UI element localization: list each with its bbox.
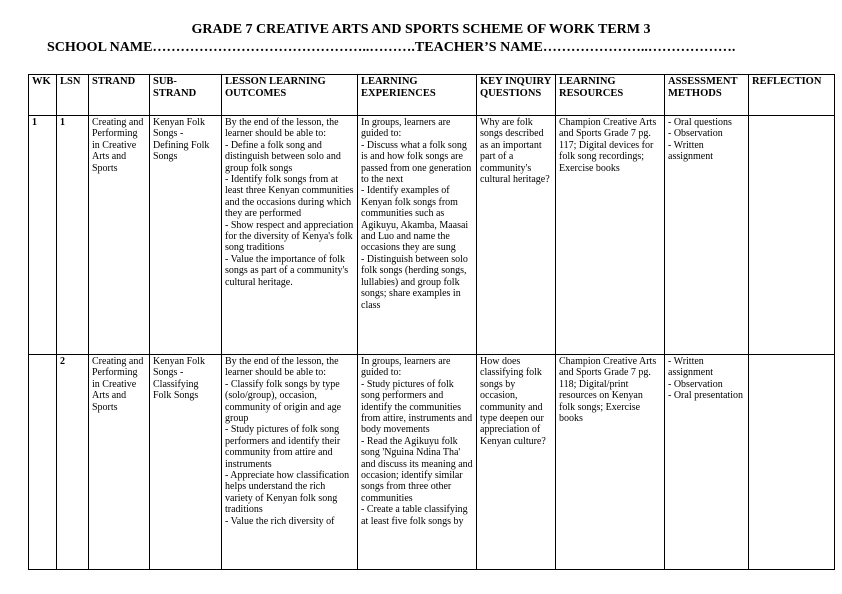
lesson-cell: 1 bbox=[57, 116, 89, 355]
outcomes-text: By the end of the lesson, the learner should be able to: - Classify folk songs by type (solo/group), occasion, community of origin and age group - Study pictures of folk song performers and identify their community from attire and instruments - Appreciate how classification helps understand the rich variety of Kenyan folk song traditions - Value the rich diversity of bbox=[225, 356, 350, 527]
column-header-wk: WK bbox=[29, 75, 57, 116]
sub-strand-cell: Kenyan Folk Songs - Classifying Folk Songs bbox=[150, 355, 222, 570]
experiences-cell bbox=[358, 116, 477, 355]
scheme-of-work-table bbox=[28, 74, 835, 570]
table-header-row bbox=[29, 75, 835, 116]
outcomes-cell bbox=[222, 355, 358, 570]
column-header-lsn: LSN bbox=[57, 75, 89, 116]
column-header-sub-strand: SUB-STRAND bbox=[150, 75, 222, 116]
assessment-cell bbox=[665, 116, 749, 355]
experiences-text: In groups, learners are guided to: - Study pictures of folk song performers and identify the communities from attire, instruments and body movements - Read the Agikuyu folk song 'Nguina Ndina Tha' and discuss its meaning and occasion; identify similar songs from three other communities - Create a table classifying at least five folk songs by bbox=[361, 356, 473, 527]
questions-cell: How does classifying folk songs by occasion, community and type deepen our appreciation of Kenyan culture? bbox=[477, 355, 556, 570]
outcomes-text: By the end of the lesson, the learner should be able to: - Define a folk song and distinguish between solo and group folk songs - Identify folk songs from at least three Kenyan communities and the occasions during which they are performed - Show respect and appreciation for the diversity of Kenya's folk song traditions - Value the importance of folk songs as part of a community's cultural heritage. bbox=[225, 117, 354, 288]
week-cell: 1 bbox=[29, 116, 57, 355]
outcomes-cell bbox=[222, 116, 358, 355]
table-row bbox=[29, 355, 835, 570]
questions-cell: Why are folk songs described as an important part of a community's cultural heritage? bbox=[477, 116, 556, 355]
column-header-outcomes: LESSON LEARNING OUTCOMES bbox=[222, 75, 358, 116]
school-teacher-line: SCHOOL NAME………………………………………..……….TEACHER’S NAME…………………..………………. bbox=[47, 40, 736, 55]
column-header-experiences: LEARNING EXPERIENCES bbox=[358, 75, 477, 116]
resources-cell: Champion Creative Arts and Sports Grade 7 pg. 118; Digital/print resources on Kenyan folk songs; Exercise books bbox=[556, 355, 665, 570]
experiences-text: In groups, learners are guided to: - Discuss what a folk song is and how folk songs are passed from one generation to the next - Identify examples of Kenyan folk songs from communities such as Agikuyu, Akamba, Maasai and Luo and name the occasions they are sung - Distinguish between solo folk songs (herding songs, lullabies) and group folk songs; share examples in class bbox=[361, 117, 472, 311]
document-title: GRADE 7 CREATIVE ARTS AND SPORTS SCHEME OF WORK TERM 3 bbox=[191, 22, 651, 37]
sub-strand-cell: Kenyan Folk Songs - Defining Folk Songs bbox=[150, 116, 222, 355]
assessment-text: - Oral questions - Observation - Written assignment bbox=[668, 117, 732, 163]
strand-cell: Creating and Performing in Creative Arts and Sports bbox=[89, 116, 150, 355]
experiences-cell bbox=[358, 355, 477, 570]
resources-cell: Champion Creative Arts and Sports Grade 7 pg. 117; Digital devices for folk song recordings; Exercise books bbox=[556, 116, 665, 355]
assessment-text: - Written assignment - Observation - Oral presentation bbox=[668, 356, 743, 402]
column-header-strand: STRAND bbox=[89, 75, 150, 116]
column-header-reflection: REFLECTION bbox=[749, 75, 835, 116]
column-header-assessment: ASSESSMENT METHODS bbox=[665, 75, 749, 116]
table-row bbox=[29, 116, 835, 355]
reflection-cell bbox=[749, 355, 835, 570]
column-header-resources: LEARNING RESOURCES bbox=[556, 75, 665, 116]
strand-cell: Creating and Performing in Creative Arts and Sports bbox=[89, 355, 150, 570]
lesson-cell: 2 bbox=[57, 355, 89, 570]
assessment-cell bbox=[665, 355, 749, 570]
week-cell bbox=[29, 355, 57, 570]
reflection-cell bbox=[749, 116, 835, 355]
column-header-questions: KEY INQUIRY QUESTIONS bbox=[477, 75, 556, 116]
